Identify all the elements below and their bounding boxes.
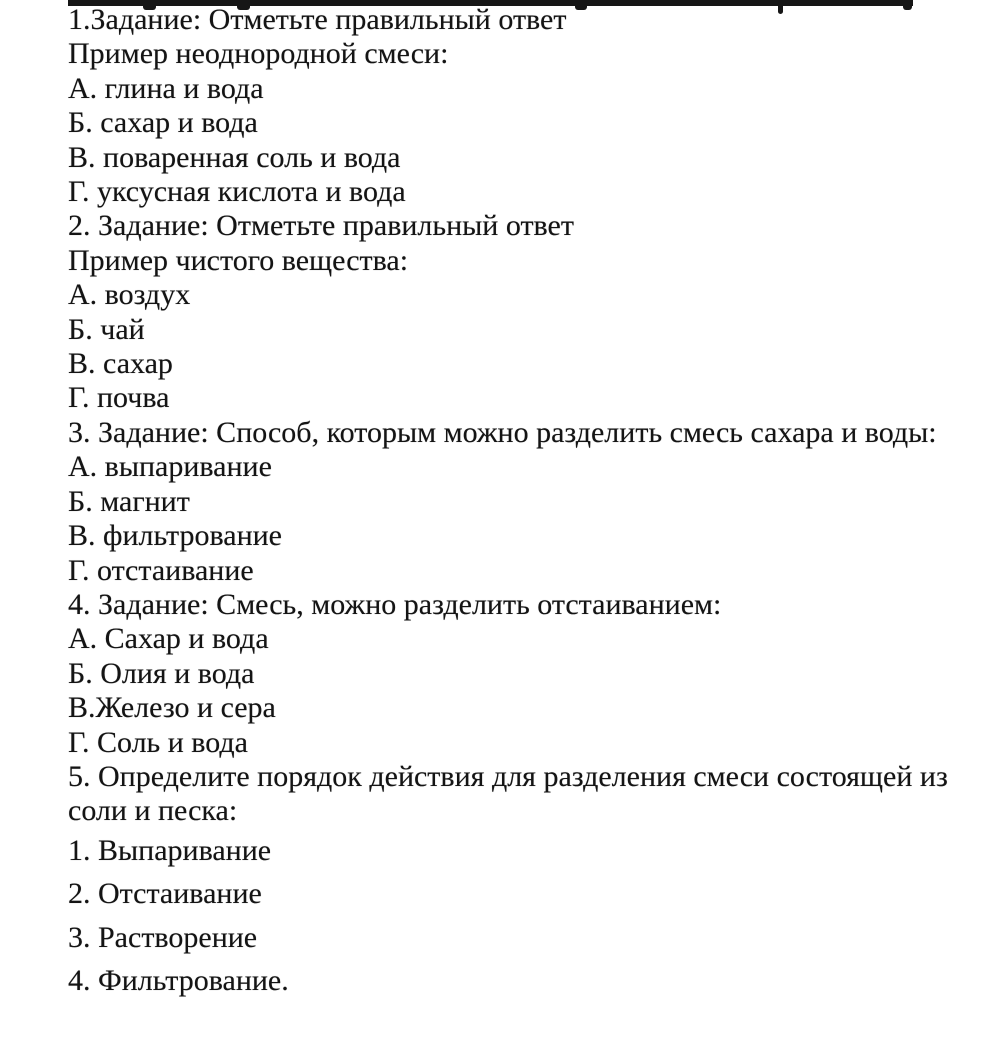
question-3-title: 3. Задание: Способ, которым можно разделить смесь сахара и воды: bbox=[68, 415, 937, 449]
step-item-1: 1. Выпаривание bbox=[68, 833, 272, 867]
question-3-option-g: Г. отстаивание bbox=[68, 553, 254, 587]
step-item-2: 2. Отстаивание bbox=[68, 877, 262, 911]
question-2-subtitle: Пример чистого вещества: bbox=[68, 243, 409, 277]
question-5-steps bbox=[68, 834, 988, 999]
question-1-option-a: А. глина и вода bbox=[68, 71, 264, 105]
question-1-subtitle: Пример неоднородной смеси: bbox=[68, 37, 449, 71]
question-3-option-v: В. фильтрование bbox=[68, 519, 282, 553]
question-4-option-g: Г. Соль и вода bbox=[68, 725, 248, 759]
question-4-option-a: А. Сахар и вода bbox=[68, 622, 269, 656]
question-3-option-b: Б. магнит bbox=[68, 484, 190, 518]
question-5-title-line-2: соли и песка: bbox=[68, 794, 238, 828]
question-4-option-v: В.Железо и сера bbox=[68, 691, 276, 725]
question-2-title: 2. Задание: Отметьте правильный ответ bbox=[68, 209, 574, 243]
question-1-option-g: Г. уксусная кислота и вода bbox=[68, 175, 406, 209]
quiz-page bbox=[68, 3, 988, 998]
question-2-option-a: А. воздух bbox=[68, 278, 191, 312]
question-4-option-b: Б. Олия и вода bbox=[68, 656, 255, 690]
step-item-3: 3. Растворение bbox=[68, 920, 258, 954]
question-1-option-b: Б. сахар и вода bbox=[68, 106, 258, 140]
question-1-title: 1.Задание: Отметьте правильный ответ bbox=[68, 3, 567, 36]
question-2-option-g: Г. почва bbox=[68, 381, 170, 415]
question-2-option-v: В. сахар bbox=[68, 347, 173, 381]
question-1-option-v: В. поваренная соль и вода bbox=[68, 140, 401, 174]
question-5-title-line-1: 5. Определите порядок действия для разделения смеси состоящей из bbox=[68, 759, 948, 793]
step-item-4: 4. Фильтрование. bbox=[68, 963, 289, 997]
question-2-option-b: Б. чай bbox=[68, 312, 145, 346]
question-3-option-a: А. выпаривание bbox=[68, 450, 272, 484]
question-4-title: 4. Задание: Смесь, можно разделить отстаиванием: bbox=[68, 587, 722, 621]
